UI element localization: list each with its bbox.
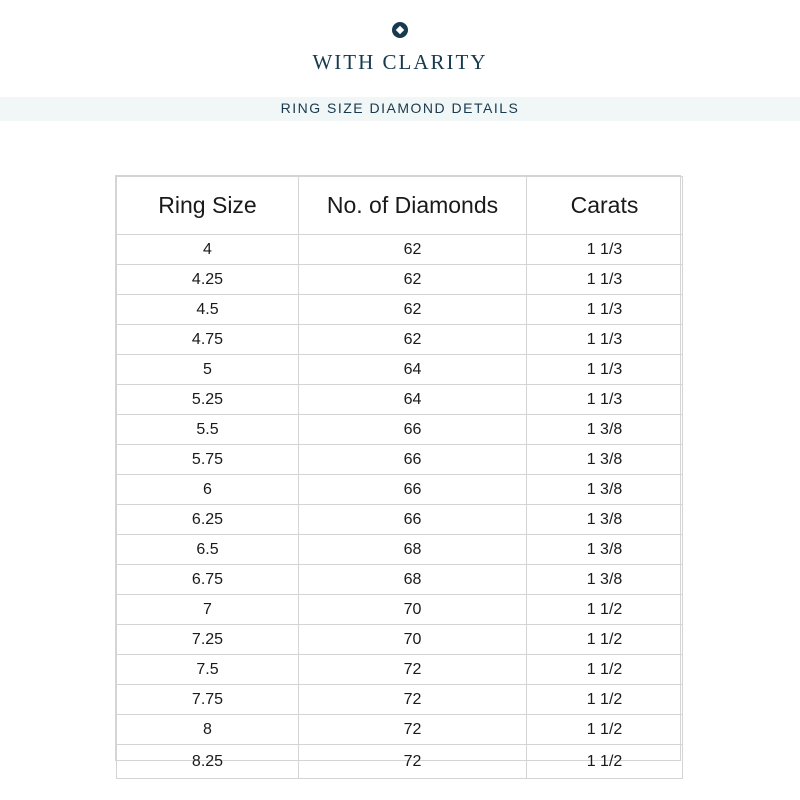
table-header-row (117, 177, 683, 235)
table-row (117, 625, 683, 655)
diamond-circle-icon (392, 22, 408, 38)
cell-no-of-diamonds: 72 (299, 655, 527, 685)
cell-no-of-diamonds: 68 (299, 565, 527, 595)
cell-no-of-diamonds: 66 (299, 415, 527, 445)
cell-no-of-diamonds: 66 (299, 445, 527, 475)
cell-carats: 1 1/3 (527, 385, 683, 415)
cell-ring-size: 6.25 (117, 505, 299, 535)
cell-ring-size: 5 (117, 355, 299, 385)
cell-no-of-diamonds: 72 (299, 715, 527, 745)
table-row (117, 745, 683, 779)
cell-no-of-diamonds: 68 (299, 535, 527, 565)
cell-no-of-diamonds: 70 (299, 595, 527, 625)
table-row (117, 265, 683, 295)
cell-no-of-diamonds: 72 (299, 745, 527, 779)
cell-carats: 1 1/3 (527, 295, 683, 325)
cell-carats: 1 3/8 (527, 565, 683, 595)
cell-carats: 1 1/3 (527, 325, 683, 355)
cell-carats: 1 3/8 (527, 505, 683, 535)
table-row (117, 325, 683, 355)
cell-ring-size: 7 (117, 595, 299, 625)
cell-ring-size: 5.5 (117, 415, 299, 445)
brand-logo-text: WITH CLARITY (312, 50, 488, 74)
table-row (117, 295, 683, 325)
cell-carats: 1 1/3 (527, 355, 683, 385)
cell-ring-size: 8 (117, 715, 299, 745)
ring-size-table (115, 175, 681, 770)
cell-ring-size: 4.75 (117, 325, 299, 355)
cell-no-of-diamonds: 70 (299, 625, 527, 655)
column-header-no-of-diamonds: No. of Diamonds (299, 177, 527, 235)
cell-no-of-diamonds: 66 (299, 475, 527, 505)
cell-ring-size: 6.75 (117, 565, 299, 595)
cell-no-of-diamonds: 62 (299, 295, 527, 325)
cell-no-of-diamonds: 64 (299, 355, 527, 385)
cell-ring-size: 7.75 (117, 685, 299, 715)
cell-carats: 1 3/8 (527, 415, 683, 445)
table-row (117, 235, 683, 265)
table-row (117, 355, 683, 385)
table-row (117, 685, 683, 715)
page-title: RING SIZE DIAMOND DETAILS (280, 100, 520, 116)
cell-ring-size: 7.25 (117, 625, 299, 655)
table-row (117, 385, 683, 415)
cell-no-of-diamonds: 64 (299, 385, 527, 415)
column-header-carats: Carats (527, 177, 683, 235)
table-row (117, 655, 683, 685)
cell-ring-size: 4.5 (117, 295, 299, 325)
table-row (117, 565, 683, 595)
cell-carats: 1 1/2 (527, 715, 683, 745)
table-row (117, 595, 683, 625)
cell-no-of-diamonds: 72 (299, 685, 527, 715)
table-row (117, 415, 683, 445)
cell-carats: 1 1/3 (527, 265, 683, 295)
cell-ring-size: 7.5 (117, 655, 299, 685)
cell-ring-size: 5.25 (117, 385, 299, 415)
cell-ring-size: 8.25 (117, 745, 299, 779)
table-row (117, 715, 683, 745)
cell-no-of-diamonds: 62 (299, 235, 527, 265)
cell-carats: 1 1/2 (527, 655, 683, 685)
table-row (117, 445, 683, 475)
cell-ring-size: 6.5 (117, 535, 299, 565)
cell-carats: 1 1/3 (527, 235, 683, 265)
cell-no-of-diamonds: 66 (299, 505, 527, 535)
table-row (117, 505, 683, 535)
cell-carats: 1 1/2 (527, 625, 683, 655)
cell-carats: 1 3/8 (527, 445, 683, 475)
cell-ring-size: 4.25 (117, 265, 299, 295)
cell-ring-size: 4 (117, 235, 299, 265)
cell-carats: 1 1/2 (527, 685, 683, 715)
cell-carats: 1 1/2 (527, 745, 683, 779)
cell-ring-size: 5.75 (117, 445, 299, 475)
cell-no-of-diamonds: 62 (299, 325, 527, 355)
cell-carats: 1 1/2 (527, 595, 683, 625)
cell-carats: 1 3/8 (527, 535, 683, 565)
table-row (117, 475, 683, 505)
cell-ring-size: 6 (117, 475, 299, 505)
column-header-ring-size: Ring Size (117, 177, 299, 235)
table-row (117, 535, 683, 565)
cell-no-of-diamonds: 62 (299, 265, 527, 295)
cell-carats: 1 3/8 (527, 475, 683, 505)
